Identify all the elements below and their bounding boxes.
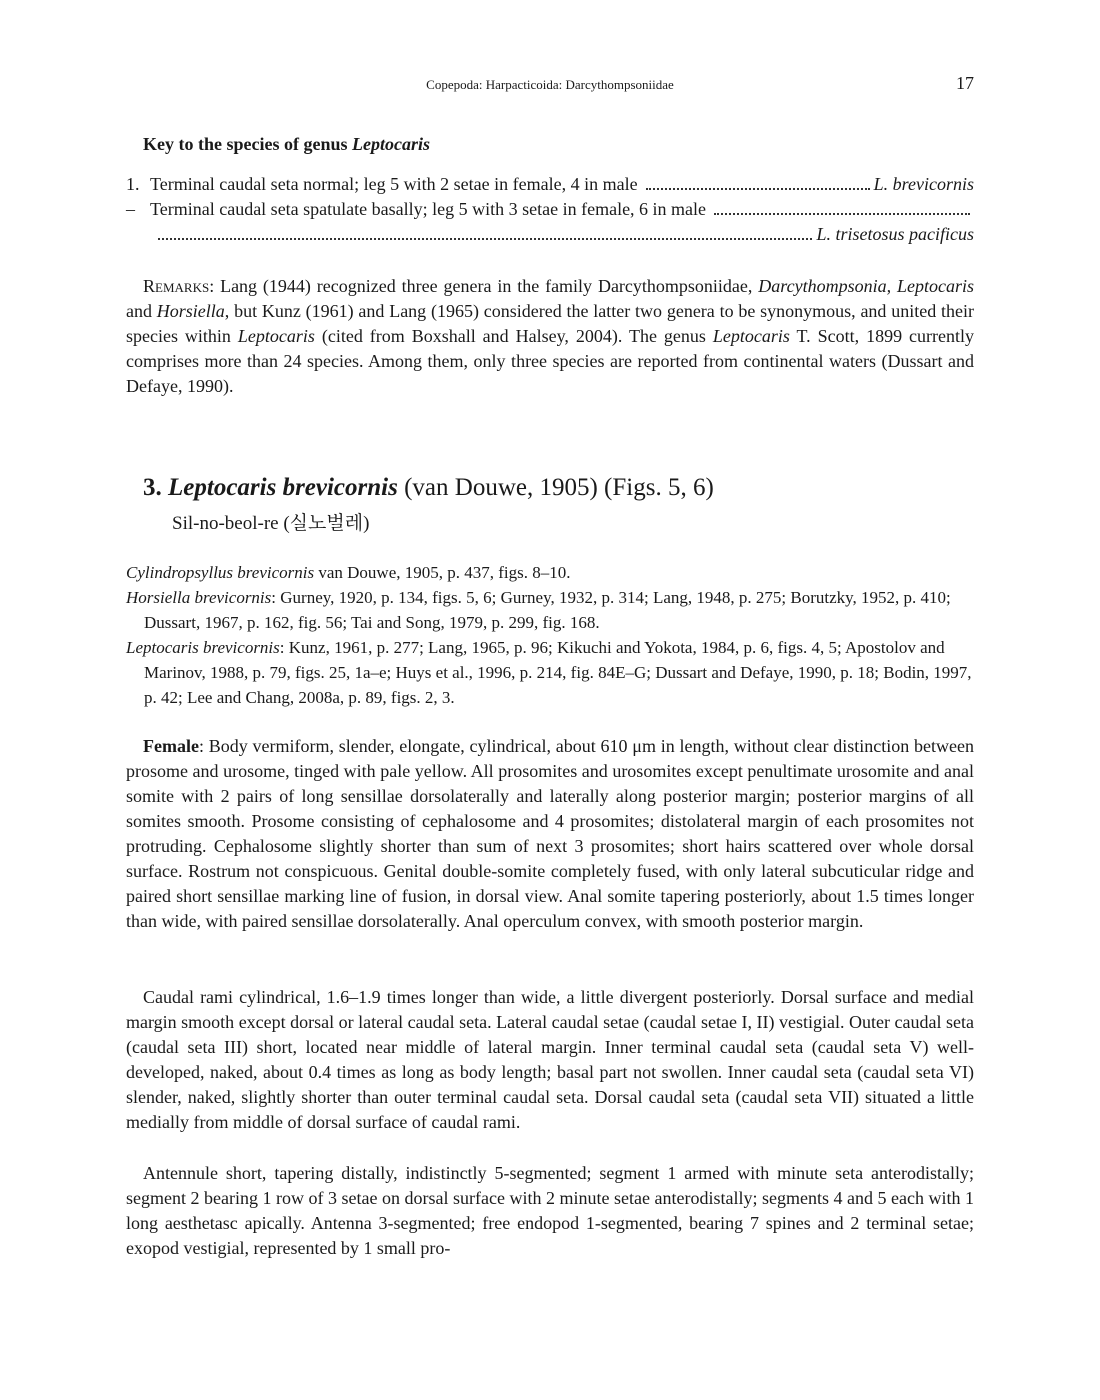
remarks-paragraph: Remarks: Lang (1944) recognized three genera in the family Darcythompsoniidae, Darcythompsonia, Leptocaris and Horsiella, but Kunz (1961) and Lang (1965) considered the latter two genera to be synonymous, and united their species within Leptocaris (cited from Boxshall and Halsey, 2004). The genus Leptocaris T. Scott, 1899 currently comprises more than 24 species. Among them, only three species are reported from continental waters (Dussart and Defaye, 1990). <box>126 276 974 396</box>
caudal-rami-description: Caudal rami cylindrical, 1.6–1.9 times longer than wide, a little divergent posteriorly. Dorsal surface and medial margin smooth except dorsal or lateral caudal seta. Lateral caudal setae (caudal setae I, II) vestigial. Outer caudal seta (caudal seta III) short, located near middle of lateral margin. Inner terminal caudal seta (caudal seta V) well-developed, naked, about 0.4 times as long as body length; basal part not swollen. Inner caudal seta (caudal seta VI) slender, naked, slightly shorter than outer terminal caudal seta. Dorsal caudal seta (caudal seta VII) situated a little medially from middle of dorsal surface of caudal rami. <box>126 987 974 1132</box>
key-entry-text: Terminal caudal seta normal; leg 5 with 2 setae in female, 4 in male <box>150 174 638 194</box>
key-title-genus: Leptocaris <box>351 134 430 154</box>
key-entry-1 <box>126 174 974 195</box>
key-entry-taxon: L. trisetosus pacificus <box>816 224 974 244</box>
dot-leader <box>158 237 812 240</box>
dot-leader <box>714 212 970 215</box>
key-entry-marker: 1. <box>126 174 140 194</box>
remarks-label: Remarks <box>143 276 210 296</box>
vernacular-name: Sil-no-beol-re (실노벌레) <box>172 513 370 534</box>
species-binomial: Leptocaris brevicornis <box>168 474 398 501</box>
antennule-description: Antennule short, tapering distally, indistinctly 5-segmented; segment 1 armed with minute seta anterodistally; segment 2 bearing 1 row of 3 setae on dorsal surface with 2 minute setae anterodistally; segments 4 and 5 each with 1 long aesthetasc apically. Antenna 3-segmented; free endopod 1-segmented, bearing 7 spines and 2 terminal setae; exopod vestigial, represented by 1 small pro- <box>126 1163 974 1258</box>
female-label: Female <box>143 736 199 756</box>
dot-leader <box>646 187 870 190</box>
female-description: Female: Body vermiform, slender, elongate, cylindrical, about 610 μm in length, without clear distinction between prosome and urosome, tinged with pale yellow. All prosomites and urosomites except penultimate urosomite and anal somite with 2 pairs of long sensillae dorsolaterally and laterally along posterior margin; posterior margins of all somites smooth. Prosome consisting of cephalosome and 4 prosomites; distolateral margin of each prosomites not protruding. Cephalosome slightly shorter than sum of next 3 prosomites; short hairs scattered over whole dorsal surface. Rostrum not conspicuous. Genital double-somite completely fused, with only lateral subcuticular ridge and paired short sensillae marking line of fusion, in dorsal view. Anal somite tapering posteriorly, about 1.5 times longer than wide, with paired sensillae dorsolaterally. Anal operculum convex, with smooth posterior margin. <box>126 736 974 931</box>
synonymy-entry: Cylindropsyllus brevicornis van Douwe, 1905, p. 437, figs. 8–10. <box>126 563 571 582</box>
species-heading <box>143 474 714 502</box>
running-head: Copepoda: Harpacticoida: Darcythompsoniidae <box>426 77 674 92</box>
key-entry-taxon: L. brevicornis <box>873 174 974 194</box>
species-number: 3. <box>143 474 162 501</box>
key-entry-2 <box>126 199 974 220</box>
synonymy-entry: Horsiella brevicornis: Gurney, 1920, p. 134, figs. 5, 6; Gurney, 1932, p. 314; Lang, 1948, p. 275; Borutzky, 1952, p. 410; Dussart, 1967, p. 162, fig. 56; Tai and Song, 1979, p. 299, fig. 168. <box>126 588 951 632</box>
key-title-prefix: Key to the species of genus <box>143 134 352 154</box>
synonymy-list <box>126 560 974 710</box>
key-title <box>143 134 430 155</box>
key-entry-text: Terminal caudal seta spatulate basally; leg 5 with 3 setae in female, 6 in male <box>150 199 707 219</box>
synonymy-entry: Leptocaris brevicornis: Kunz, 1961, p. 277; Lang, 1965, p. 96; Kikuchi and Yokota, 1984, p. 6, figs. 4, 5; Apostolov and Marinov, 1988, p. 79, figs. 25, 1a–e; Huys et al., 1996, p. 214, fig. 84E–G; Dussart and Defaye, 1990, p. 18; Bodin, 1997, p. 42; Lee and Chang, 2008a, p. 89, figs. 2, 3. <box>126 638 972 707</box>
species-authority: (van Douwe, 1905) (Figs. 5, 6) <box>397 474 714 501</box>
page-number: 17 <box>956 73 974 93</box>
key-entry-marker: – <box>126 199 135 219</box>
key-entry-2-continued <box>126 224 974 245</box>
